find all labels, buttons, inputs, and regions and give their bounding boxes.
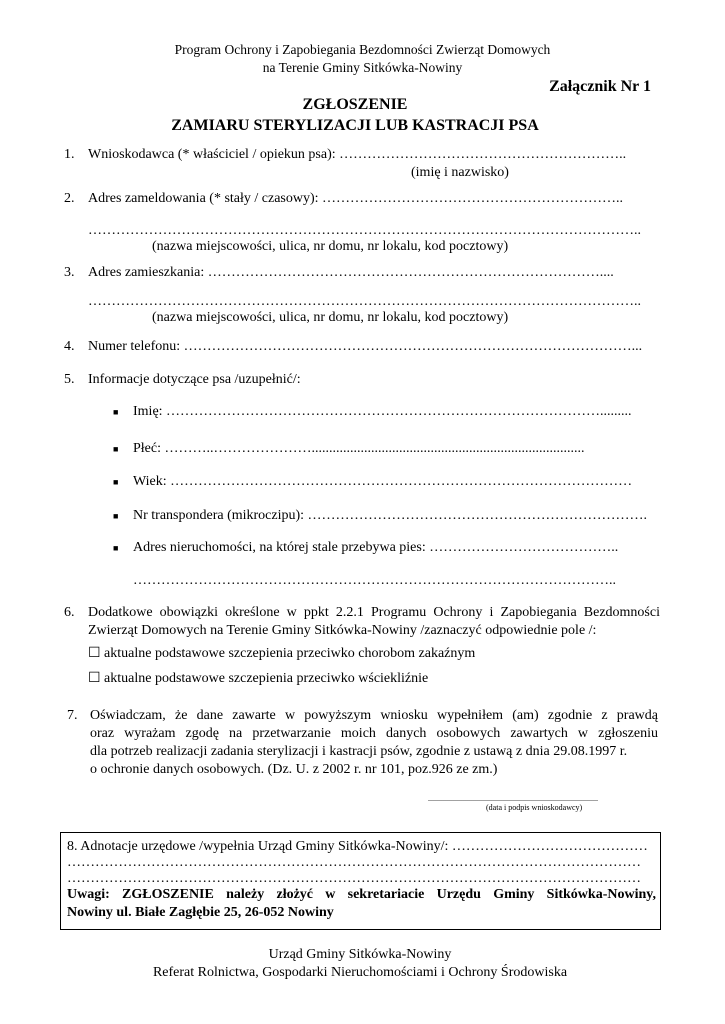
residence-address-line2[interactable]: ……………………………………………………………………………………………………….. — [88, 294, 641, 309]
attachment-label: Załącznik Nr 1 — [549, 78, 651, 95]
item-5-number: 5. — [64, 372, 75, 387]
declaration-line4: o ochronie danych osobowych. (Dz. U. z 2002 r. nr 101, poz.926 ze zm.) — [90, 762, 498, 777]
property-address-field[interactable]: Adres nieruchomości, na której stale przebywa pies: ………………………………….. — [133, 540, 619, 555]
bullet-icon: ■ — [113, 511, 119, 521]
bullet-icon: ■ — [113, 444, 119, 454]
signature-label: (data i podpis wnioskodawcy) — [486, 803, 583, 812]
item-7-number: 7. — [67, 708, 78, 723]
vaccination-rabies-checkbox[interactable]: ☐ aktualne podstawowe szczepienia przeciwko wściekliźnie — [88, 671, 429, 686]
registered-address-line2[interactable]: ……………………………………………………………………………………………………….. — [88, 223, 641, 238]
applicant-hint: (imię i nazwisko) — [411, 165, 509, 180]
residence-address-hint: (nazwa miejscowości, ulica, nr domu, nr lokalu, kod pocztowy) — [152, 310, 509, 325]
form-title-line1: ZGŁOSZENIE — [302, 96, 408, 113]
program-title-line1: Program Ochrony i Zapobiegania Bezdomności Zwierząt Domowych — [174, 42, 551, 57]
official-notes-line2[interactable]: …………………………………………………………………………………………………………… — [67, 855, 641, 870]
declaration-line3: dla potrzeb realizacji zadania sterylizacji i kastracji psów, zgodnie z ustawą z dnia 29.08.1997 r. — [90, 744, 628, 759]
registered-address-hint: (nazwa miejscowości, ulica, nr domu, nr lokalu, kod pocztowy) — [152, 239, 509, 254]
program-title-line2: na Terenie Gminy Sitkówka-Nowiny — [262, 60, 463, 75]
official-notes-box — [60, 832, 661, 930]
item-1-number: 1. — [64, 147, 75, 162]
footer-office: Urząd Gminy Sitkówka-Nowiny — [268, 947, 452, 962]
additional-duties-line1: Dodatkowe obowiązki określone w ppkt 2.2.1 Programu Ochrony i Zapobiegania Bezdomności — [88, 605, 660, 620]
bullet-icon: ■ — [113, 543, 119, 553]
transponder-number-field[interactable]: Nr transpondera (mikroczipu): ………………………………………………………………. — [133, 508, 648, 523]
item-3-number: 3. — [64, 265, 75, 280]
registered-address-field[interactable]: Adres zameldowania (* stały / czasowy): ……………………………………………………….. — [88, 191, 624, 206]
vaccination-infectious-checkbox[interactable]: ☐ aktualne podstawowe szczepienia przeciwko chorobom zakaźnym — [88, 646, 476, 661]
bullet-icon: ■ — [113, 477, 119, 487]
item-2-number: 2. — [64, 191, 75, 206]
dog-sex-field[interactable]: Płeć: ………..………………….............................................................................. — [133, 441, 585, 456]
footer-department: Referat Rolnictwa, Gospodarki Nieruchomościami i Ochrony Środowiska — [152, 965, 568, 980]
official-notes-line3[interactable]: …………………………………………………………………………………………………………… — [67, 871, 641, 886]
submission-note-line1: Uwagi: ZGŁOSZENIE należy złożyć w sekretariacie Urzędu Gminy Sitkówka-Nowiny, — [67, 887, 656, 902]
declaration-line1: Oświadczam, że dane zawarte w powyższym wniosku wypełniłem (am) zgodnie z prawdą — [90, 708, 658, 723]
bullet-icon: ■ — [113, 407, 119, 417]
declaration-line2: oraz wyrażam zgodę na przetwarzanie moich danych osobowych zawartych w zgłoszeniu — [90, 726, 658, 741]
item-6-number: 6. — [64, 605, 75, 620]
dog-age-field[interactable]: Wiek: ……………………………………………………………………………………… — [133, 474, 633, 489]
official-notes-line1[interactable]: 8. Adnotacje urzędowe /wypełnia Urząd Gminy Sitkówka-Nowiny/: …………………………………… — [67, 839, 648, 854]
property-address-line2[interactable]: ………………………………………………………………………………………….. — [133, 573, 616, 588]
applicant-field[interactable]: Wnioskodawca (* właściciel / opiekun psa): …………………………………………………….. — [88, 147, 627, 162]
dog-info-heading: Informacje dotyczące psa /uzupełnić/: — [88, 372, 301, 387]
item-4-number: 4. — [64, 339, 75, 354]
residence-address-field[interactable]: Adres zamieszkania: ………………………………………………………………………….... — [88, 265, 614, 280]
additional-duties-line2: Zwierząt Domowych na Terenie Gminy Sitkówka-Nowiny /zaznaczyć odpowiednie pole /: — [88, 623, 597, 638]
form-title-line2: ZAMIARU STERYLIZACJI LUB KASTRACJI PSA — [171, 117, 539, 134]
phone-number-field[interactable]: Numer telefonu: ……………………………………………………………………………………... — [88, 339, 643, 354]
signature-field[interactable]: ..................................................................................... — [428, 794, 598, 803]
submission-note-line2: Nowiny ul. Białe Zagłębie 25, 26-052 Nowiny — [67, 905, 334, 920]
dog-name-field[interactable]: Imię: …………………………………………………………………………………......... — [133, 404, 632, 419]
